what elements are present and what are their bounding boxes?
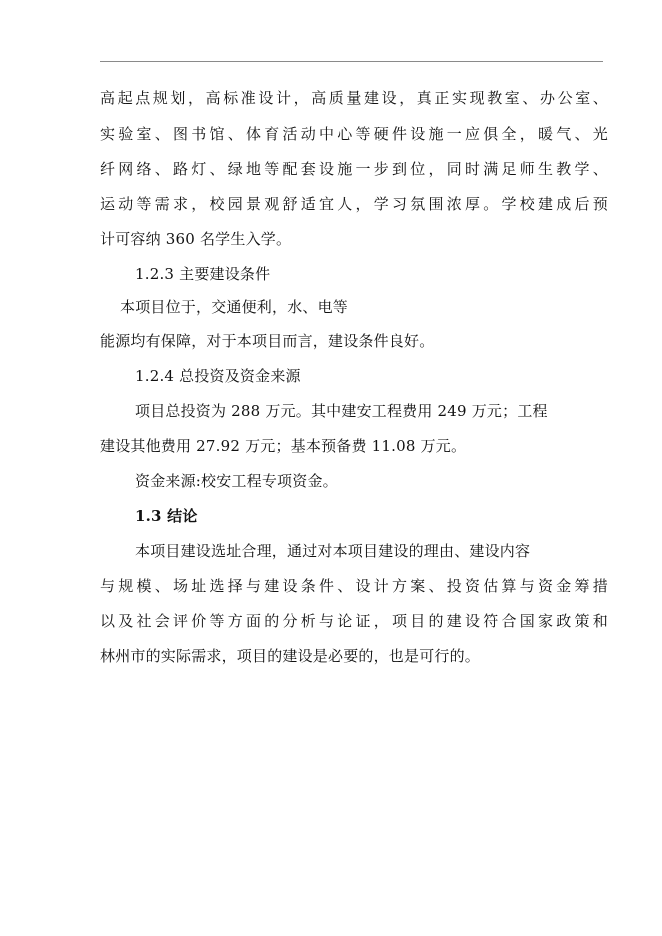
para1-line-4: 运动等需求，校园景观舒适宜人，学习氛围浓厚。学校建成后预 bbox=[100, 195, 608, 213]
para1-line-3: 纤网络、路灯、绿地等配套设施一步到位，同时满足师生教学、 bbox=[100, 160, 608, 178]
para4-line-2: 与规模、场址选择与建设条件、设计方案、投资估算与资金筹措 bbox=[100, 577, 608, 595]
para3-line-2: 建设其他费用 27.92 万元；基本预备费 11.08 万元。 bbox=[100, 437, 467, 455]
para2-line-2: 能源均有保障，对于本项目而言，建设条件良好。 bbox=[100, 332, 435, 350]
section-1-3-heading: 1.3 结论 bbox=[135, 507, 198, 525]
funding-source-line: 资金来源:校安工程专项资金。 bbox=[135, 472, 338, 490]
para4-line-4: 林州市的实际需求，项目的建设是必要的，也是可行的。 bbox=[100, 647, 481, 665]
para2-line-1: 本项目位于，交通便利，水、电等 bbox=[120, 298, 349, 316]
section-1-2-3-heading: 1.2.3 主要建设条件 bbox=[135, 265, 271, 283]
section-1-2-4-heading: 1.2.4 总投资及资金来源 bbox=[135, 367, 301, 385]
para1-line-1: 高起点规划，高标准设计，高质量建设，真正实现教室、办公室、 bbox=[100, 89, 608, 107]
para3-line-1: 项目总投资为 288 万元。其中建安工程费用 249 万元；工程 bbox=[135, 402, 548, 420]
para4-line-1: 本项目建设选址合理，通过对本项目建设的理由、建设内容 bbox=[135, 542, 531, 560]
header-divider bbox=[100, 61, 603, 62]
para1-line-5: 计可容纳 360 名学生入学。 bbox=[100, 230, 292, 248]
para4-line-3: 以及社会评价等方面的分析与论证，项目的建设符合国家政策和 bbox=[100, 612, 608, 630]
para1-line-2: 实验室、图书馆、体育活动中心等硬件设施一应俱全，暖气、光 bbox=[100, 125, 608, 143]
